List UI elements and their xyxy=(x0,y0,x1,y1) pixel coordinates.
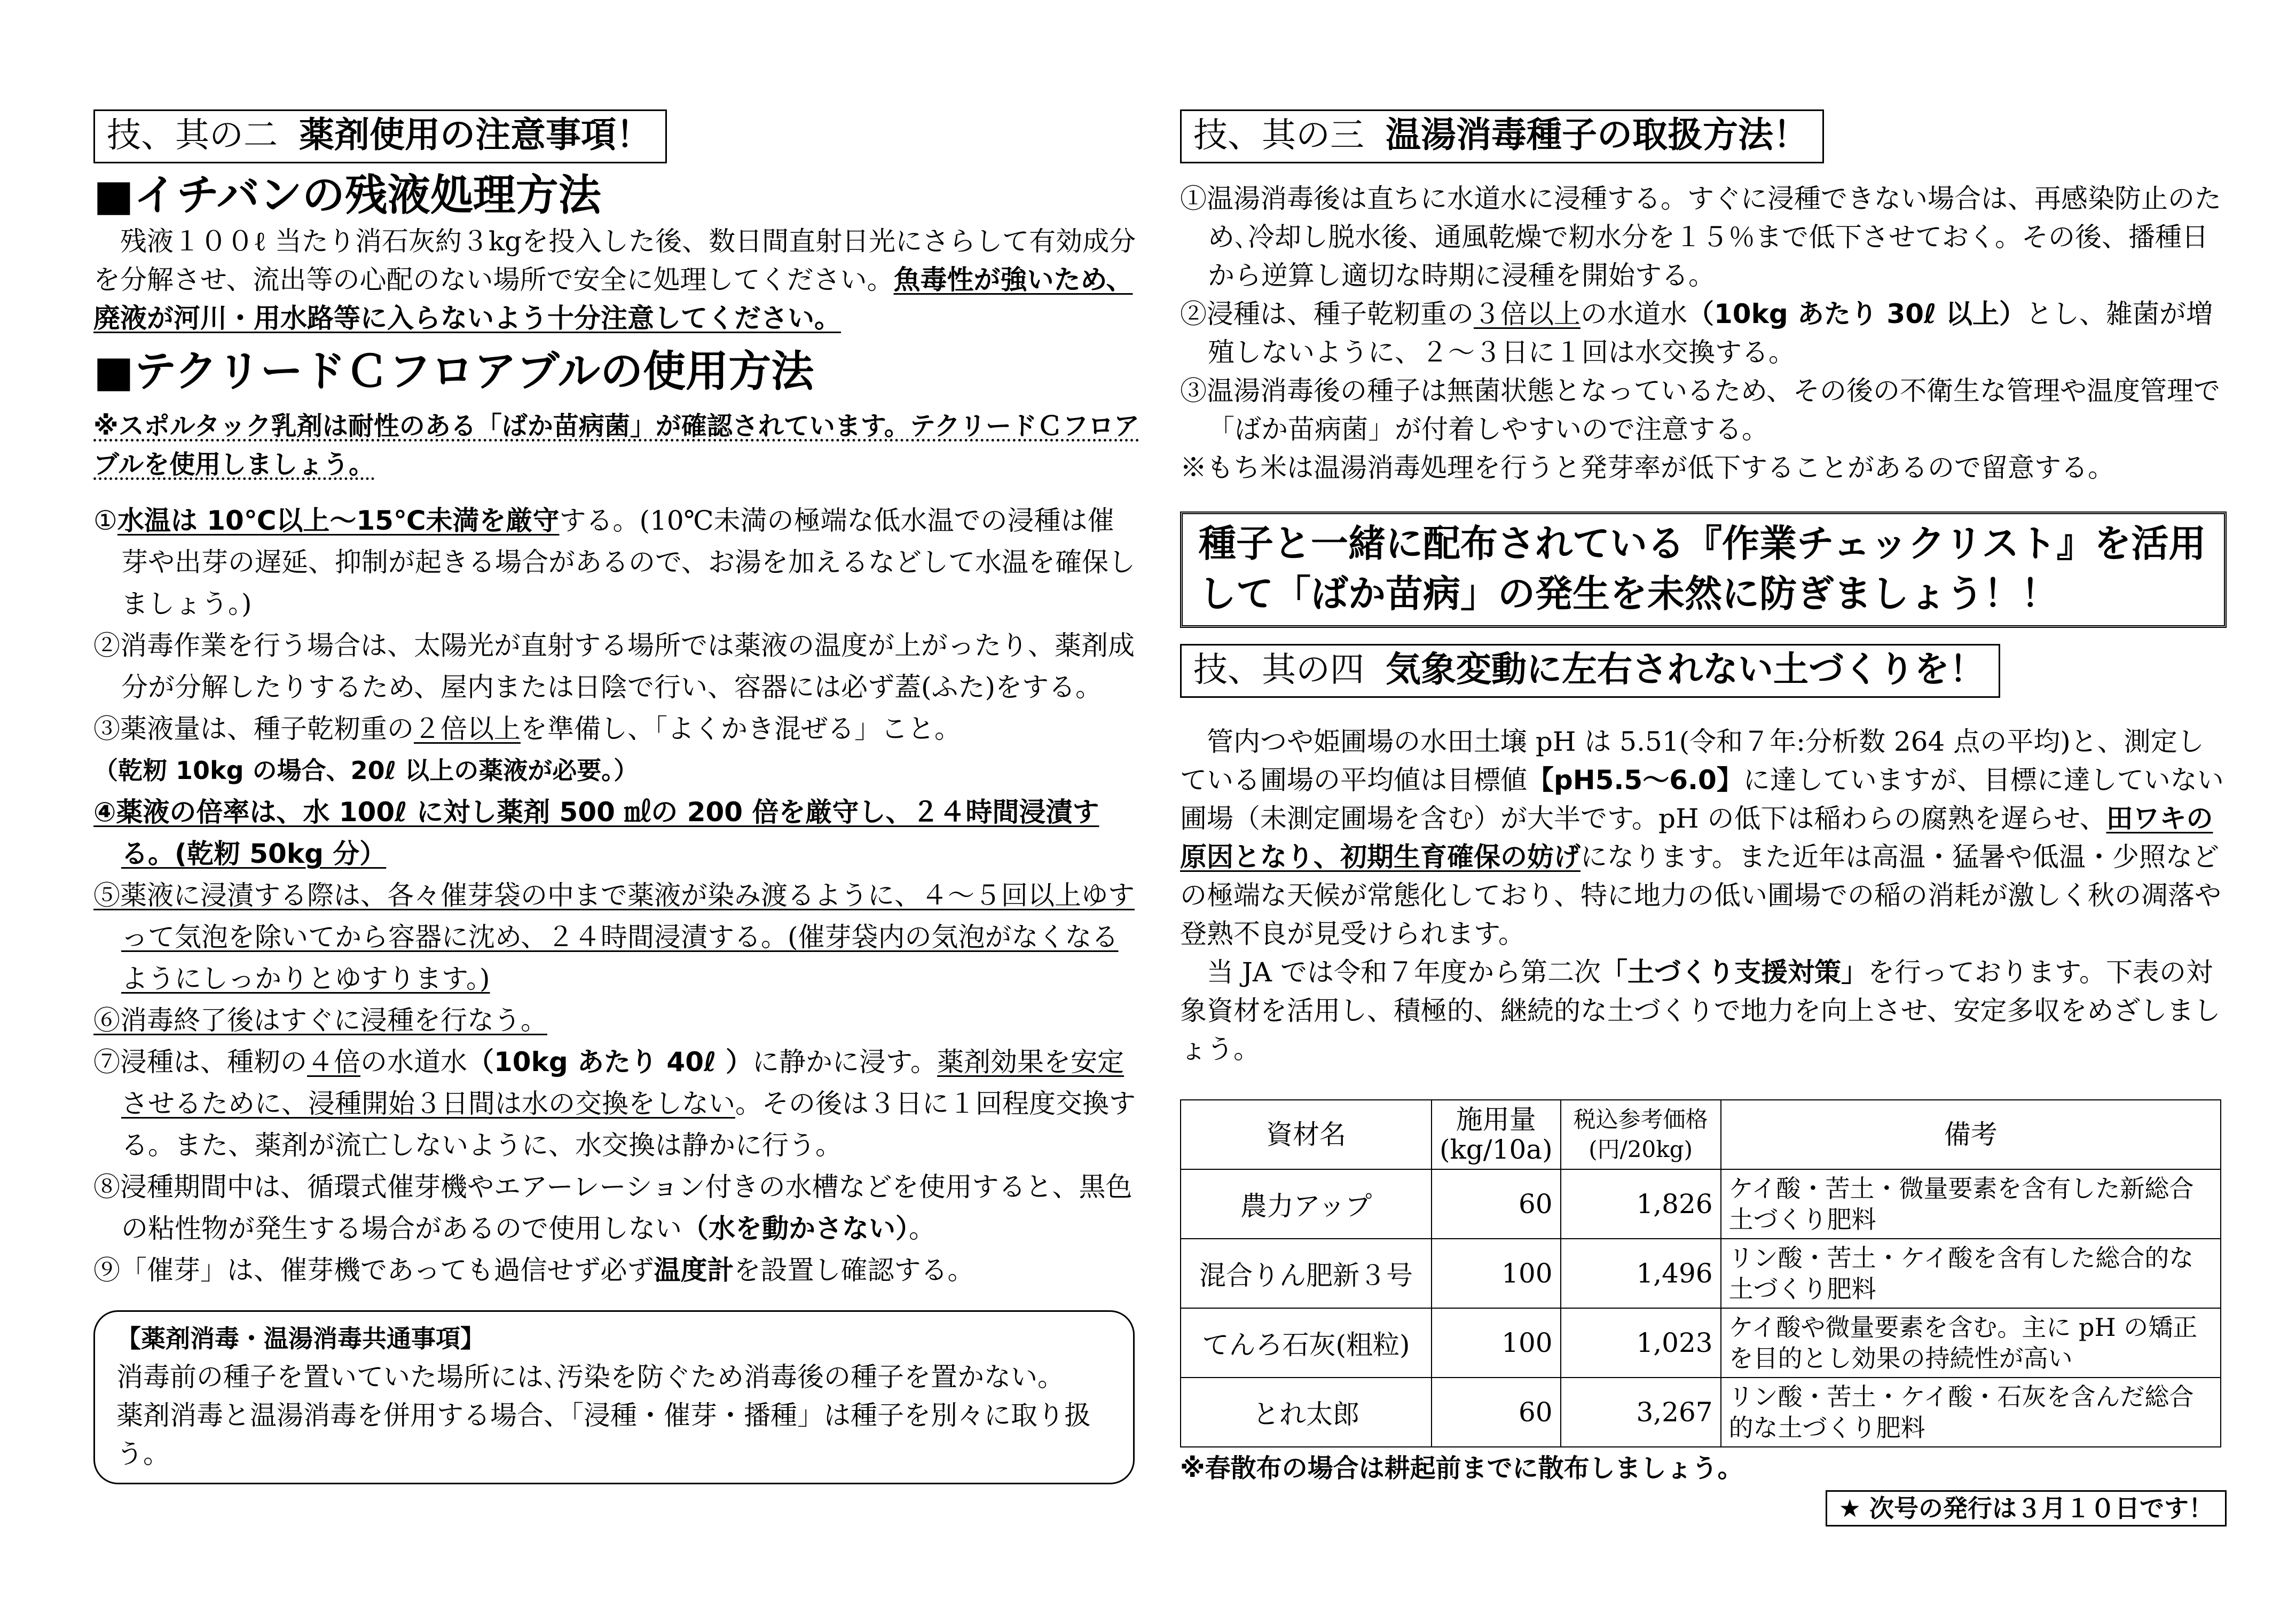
ichiban-warning: 魚毒性が強いため、廃液が河川・用水路等に入らないよう十分注意してください。 xyxy=(93,264,1133,334)
list-item: ②消毒作業を行う場合は、太陽光が直射する場所では薬液の温度が上がったり、薬剤成分が分解したりするため、屋内または日陰で行い、容器には必ず蓋(ふた)をする。 xyxy=(93,630,1135,703)
checklist-callout: 種子と一緒に配布されている『作業チェックリスト』を活用して「ばか苗病」の発生を未然に防ぎましょう！！ xyxy=(1180,512,2227,628)
table-row: とれ太郎 60 3,267 リン酸・苦土・ケイ酸・石灰を含んだ総合的な土づくり肥料 xyxy=(1181,1378,2221,1447)
list-item: ③温湯消毒後の種子は無菌状態となっているため、その後の不衛生な管理や温度管理で「ばか苗病菌」が付着しやすいので注意する。 xyxy=(1180,375,2220,445)
ichiban-text: 残液１００ℓ 当たり消石灰約３kgを投入した後、数日間直射日光にさらして有効成分を分解させ、流出等の心配のない場所で安全に処理してください。 xyxy=(93,226,1136,295)
list-item: ⑧浸種期間中は、循環式催芽機やエアーレーション付きの水槽などを使用すると、黒色の粘性物が発生する場合があるので使用しない（水を動かさない）。 xyxy=(93,1171,1133,1244)
spring-footnote: ※春散布の場合は耕起前までに散布しましょう。 xyxy=(1180,1453,1743,1483)
common-notes-title: 【薬剤消毒・温湯消毒共通事項】 xyxy=(116,1324,485,1353)
header-prefix: 技、其の二 xyxy=(107,116,278,155)
section-header-2 xyxy=(93,109,667,163)
th-note: 備考 xyxy=(1721,1100,2221,1169)
soil-paragraph: 当 JA では令和７年度から第二次「土づくり支援対策」を行っております。下表の対象資材を活用し、積極的、継続的な土づくりで地力を向上させ、安定多収をめざしましょう。 xyxy=(1180,957,2221,1065)
list-item: ※もち米は温湯消毒処理を行うと発芽率が低下することがあるので留意する。 xyxy=(1180,452,2114,483)
th-price: 税込参考価格(円/20kg) xyxy=(1561,1100,1721,1169)
table-row: 混合りん肥新３号 100 1,496 リン酸・苦土・ケイ酸を含有した総合的な土づくり肥料 xyxy=(1181,1239,2221,1308)
list-item: ②浸種は、種子乾籾重の３倍以上の水道水（10kg あたり 30ℓ 以上）とし、雑菌が増殖しないように、２～３日に１回は水交換する。 xyxy=(1180,298,2213,368)
list-item: ⑦浸種は、種籾の４倍の水道水（10kg あたり 40ℓ ）に静かに浸す。薬剤効果を安定させるために、浸種開始３日間は水の交換をしない。その後は３日に１回程度交換する。また、薬剤が流亡しないように、水交換は静かに行う。 xyxy=(93,1046,1136,1161)
tecleed-items xyxy=(93,500,1140,1291)
common-notes-box xyxy=(93,1310,1135,1484)
sportak-warning: ※スポルタック乳剤は耐性のある「ばか苗病菌」が確認されています。テクリードＣフロアブルを使用しましょう。 xyxy=(93,411,1139,479)
list-item: ⑤薬液に浸漬する際は、各々催芽袋の中まで薬液が染み渡るように、４～５回以上ゆすって気泡を除いてから容器に沈め、２４時間浸漬する。(催芽袋内の気泡がなくなるようにしっかりとゆすります。) xyxy=(93,880,1135,994)
header-title: 薬剤使用の注意事項！ xyxy=(299,114,651,155)
list-item: ③薬液量は、種子乾籾重の２倍以上を準備し、「よくかき混ぜる」こと。 xyxy=(93,713,961,744)
soil-paragraph: 管内つや姫圃場の水田土壌 pH は 5.51(令和７年:分析数 264 点の平均)と、測定している圃場の平均値は目標値【pH5.5～6.0】に達していますが、目標に達していない圃場（未測定圃場を含む）が大半です。pH の低下は稲わらの腐熟を遅らせ、田ワキの原因となり、初期生育確保の妨げになります。また近年は高温・猛暑や低温・少照などの極端な天候が常態化しており、特に地力の低い圃場での稲の消耗が激しく秋の凋落や登熟不良が見受けられます。 xyxy=(1180,726,2224,949)
soil-body xyxy=(1180,722,2227,1068)
section-header-3 xyxy=(1180,109,1824,163)
materials-table xyxy=(1180,1099,2221,1447)
ichiban-heading: ■イチバンの残液処理方法 xyxy=(93,170,601,220)
list-item-note: （乾籾 10kg の場合、20ℓ 以上の薬液が必要。） xyxy=(93,756,639,785)
list-item: ①温湯消毒後は直ちに水道水に浸種する。すぐに浸種できない場合は、再感染防止のため､冷却し脱水後、通風乾燥で籾水分を１５％まで低下させておく。その後、播種日から逆算し適切な時期に浸種を開始する。 xyxy=(1180,183,2221,291)
hot-water-items xyxy=(1180,179,2227,487)
section-header-4 xyxy=(1180,644,2000,698)
table-header-row xyxy=(1181,1100,2221,1169)
header-prefix: 技、其の三 xyxy=(1193,116,1364,155)
header-title: 気象変動に左右されない土づくりを！ xyxy=(1386,649,1985,690)
list-item: ①水温は 10℃以上～15℃未満を厳守する。(10℃未満の極端な低水温での浸種は催芽や出芽の遅延、抑制が起きる場合があるので、お湯を加えるなどして水温を確保しましょう。) xyxy=(93,505,1135,619)
table-row: てんろ石灰(粗粒) 100 1,023 ケイ酸や微量要素を含む。主に pH の矯正を目的とし効果の持続性が高い xyxy=(1181,1308,2221,1378)
common-notes-line: 消毒前の種子を置いていた場所には､汚染を防ぐため消毒後の種子を置かない｡ xyxy=(116,1362,1051,1392)
common-notes-line: 薬剤消毒と温湯消毒を併用する場合、「浸種・催芽・播種」は種子を別々に取り扱う。 xyxy=(116,1400,1091,1469)
header-title: 温湯消毒種子の取扱方法！ xyxy=(1386,114,1809,155)
table-row: 農力アップ 60 1,826 ケイ酸・苦土・微量要素を含有した新総合土づくり肥料 xyxy=(1181,1169,2221,1239)
right-column xyxy=(1180,109,2227,1523)
th-name: 資材名 xyxy=(1181,1100,1432,1169)
header-prefix: 技、其の四 xyxy=(1193,650,1364,690)
tecleed-heading: ■テクリードＣフロアブルの使用方法 xyxy=(93,347,814,396)
list-item: ④薬液の倍率は、水 100ℓ に対し薬剤 500 ㎖の 200 倍を厳守し、２４時間浸漬する。(乾籾 50kg 分） xyxy=(93,797,1099,869)
th-amount: 施用量(kg/10a) xyxy=(1432,1100,1561,1169)
ichiban-body xyxy=(93,222,1140,337)
list-item: ⑨「催芽」は、催芽機であっても過信せず必ず温度計を設置し確認する。 xyxy=(93,1255,974,1286)
next-issue-badge: ★ 次号の発行は３月１０日です！ xyxy=(1826,1490,2227,1526)
list-item: ⑥消毒終了後はすぐに浸種を行なう。 xyxy=(93,1005,547,1036)
left-column xyxy=(93,109,1140,1484)
